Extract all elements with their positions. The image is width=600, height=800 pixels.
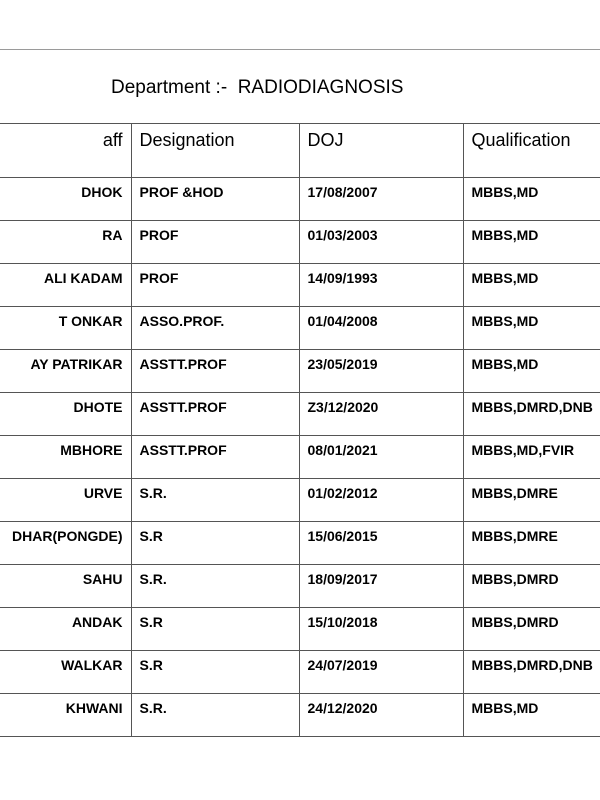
cell-doj: 18/09/2017 (299, 565, 463, 608)
cell-doj: 24/07/2019 (299, 651, 463, 694)
cell-qualification: MBBS,DMRE (463, 479, 600, 522)
table-row (0, 522, 600, 565)
table-row (0, 393, 600, 436)
cell-doj: 01/02/2012 (299, 479, 463, 522)
cell-qualification: MBBS,MD,FVIR (463, 436, 600, 479)
department-title (0, 55, 600, 99)
table-row (0, 565, 600, 608)
cell-staff: AY PATRIKAR (0, 350, 131, 393)
cell-qualification: MBBS,DMRD (463, 565, 600, 608)
table-row (0, 221, 600, 264)
cell-qualification: MBBS,MD (463, 350, 600, 393)
cell-designation: S.R (131, 522, 299, 565)
cell-designation: PROF (131, 221, 299, 264)
cell-designation: ASSTT.PROF (131, 436, 299, 479)
table-row (0, 479, 600, 522)
cell-designation: ASSO.PROF. (131, 307, 299, 350)
table-header-row (0, 124, 600, 178)
cell-doj: 01/04/2008 (299, 307, 463, 350)
cell-staff: URVE (0, 479, 131, 522)
cell-qualification: MBBS,MD (463, 178, 600, 221)
cell-qualification: MBBS,MD (463, 221, 600, 264)
header-designation: Designation (131, 124, 299, 178)
cell-designation: ASSTT.PROF (131, 350, 299, 393)
table-row (0, 178, 600, 221)
header-qualification: Qualification (463, 124, 600, 178)
cell-doj: 23/05/2019 (299, 350, 463, 393)
cell-staff: T ONKAR (0, 307, 131, 350)
table-row (0, 307, 600, 350)
table-row (0, 350, 600, 393)
header-staff: aff (0, 124, 131, 178)
cell-doj: 24/12/2020 (299, 694, 463, 737)
cell-staff: WALKAR (0, 651, 131, 694)
table-row (0, 694, 600, 737)
cell-designation: S.R (131, 651, 299, 694)
cell-doj: 15/10/2018 (299, 608, 463, 651)
staff-table (0, 123, 600, 737)
cell-staff: DHOTE (0, 393, 131, 436)
cell-staff: DHOK (0, 178, 131, 221)
cell-staff: KHWANI (0, 694, 131, 737)
table-row (0, 436, 600, 479)
cell-designation: S.R. (131, 694, 299, 737)
cell-designation: S.R. (131, 565, 299, 608)
cell-doj: 17/08/2007 (299, 178, 463, 221)
cell-doj: 08/01/2021 (299, 436, 463, 479)
cell-qualification: MBBS,DMRE (463, 522, 600, 565)
cell-qualification: MBBS,DMRD,DNB (463, 393, 600, 436)
table-row (0, 608, 600, 651)
cell-qualification: MBBS,DMRD,DNB (463, 651, 600, 694)
cell-staff: DHAR(PONGDE) (0, 522, 131, 565)
cell-designation: PROF &HOD (131, 178, 299, 221)
cell-staff: RA (0, 221, 131, 264)
cell-doj: 01/03/2003 (299, 221, 463, 264)
cell-qualification: MBBS,MD (463, 307, 600, 350)
department-title-text: Department :- RADIODIAGNOSIS (111, 77, 404, 98)
cell-doj: Z3/12/2020 (299, 393, 463, 436)
header-doj: DOJ (299, 124, 463, 178)
cell-designation: S.R (131, 608, 299, 651)
cell-designation: ASSTT.PROF (131, 393, 299, 436)
cell-staff: MBHORE (0, 436, 131, 479)
cell-designation: S.R. (131, 479, 299, 522)
top-rule (0, 49, 600, 50)
cell-qualification: MBBS,MD (463, 264, 600, 307)
table-row (0, 264, 600, 307)
cell-doj: 15/06/2015 (299, 522, 463, 565)
cell-qualification: MBBS,DMRD (463, 608, 600, 651)
cell-doj: 14/09/1993 (299, 264, 463, 307)
cell-staff: ALI KADAM (0, 264, 131, 307)
cell-staff: SAHU (0, 565, 131, 608)
cell-qualification: MBBS,MD (463, 694, 600, 737)
table-row (0, 651, 600, 694)
cell-designation: PROF (131, 264, 299, 307)
cell-staff: ANDAK (0, 608, 131, 651)
